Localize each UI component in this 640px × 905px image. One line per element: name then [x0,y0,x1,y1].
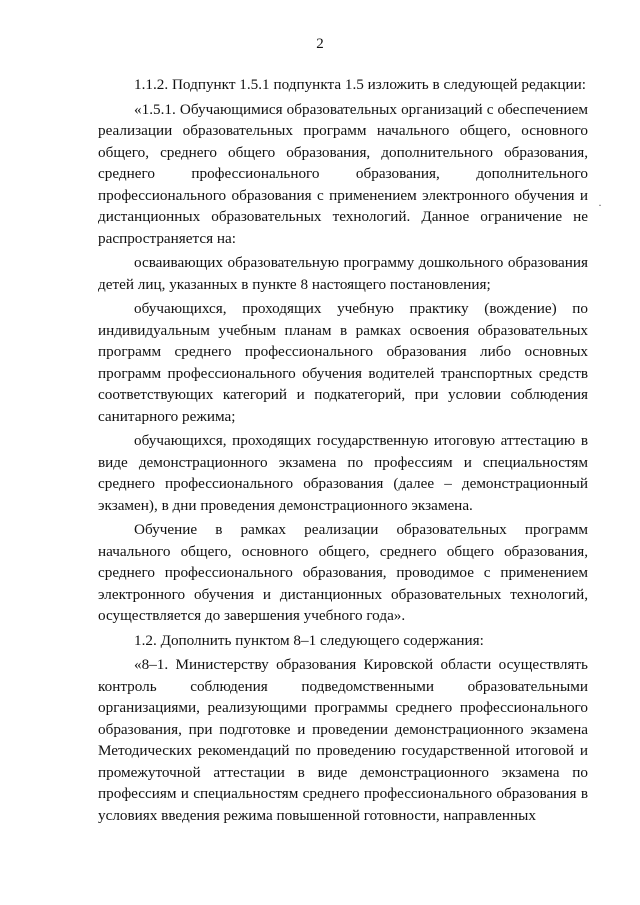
paragraph-remote-learning: Обучение в рамках реализации образовательных программ начального общего, основного общего, среднего общего образования, среднего профессионального образования, проводимое с применением электронного обучения и дистанционных образовательных технологий, осуществляется до завершения учебного года». [98,521,588,624]
paragraph-8-1: «8–1. Министерству образования Кировской области осуществлять контроль соблюдения подведомственными образовательными организациями, реализующими программы среднего профессионального образования, при подготовке и проведении демонстрационного экзамена Методических рекомендаций по проведению государственной итоговой и промежуточной аттестации в виде демонстрационного экзамена по профессиям и специальностям среднего профессионального образования в условиях введения режима повышенной готовности, направленных [98,656,588,824]
paragraph-1-2: 1.2. Дополнить пунктом 8–1 следующего содержания: [134,631,484,649]
page-number: 2 [316,36,324,52]
paragraph-1-5-1: «1.5.1. Обучающимися образовательных организаций с обеспечением реализации образовательных программ начального общего, основного общего, среднего общего образования, дополнительного образования, среднего профессионального образования, дополнительного профессионального образования с применением электронного обучения и дистанционных образовательных технологий. Данное ограничение не распространяется на: [98,100,588,247]
paragraph-exception-exam: обучающихся, проходящих государственную итоговую аттестацию в виде демонстрационного экзамена по профессиям и специальностям среднего профессионального образования (далее – демонстрационный экзамен), в дни проведения демонстрационного экзамена. [98,432,588,514]
paragraph-exception-preschool: осваивающих образовательную программу дошкольного образования детей лиц, указанных в пункте 8 настоящего постановления; [98,254,588,293]
paragraph-1-1-2: 1.1.2. Подпункт 1.5.1 подпункта 1.5 изложить в следующей редакции: [134,76,586,93]
paragraph-exception-practice: обучающихся, проходящих учебную практику (вождение) по индивидуальным учебным планам в рамках освоения образовательных программ среднего профессионального образования либо основных программ профессионального обучения водителей транспортных средств соответствующих категорий и подкатегорий, при условии соблюдения санитарного режима; [98,300,588,425]
scan-speck: · [598,198,602,212]
document-body [98,74,588,826]
